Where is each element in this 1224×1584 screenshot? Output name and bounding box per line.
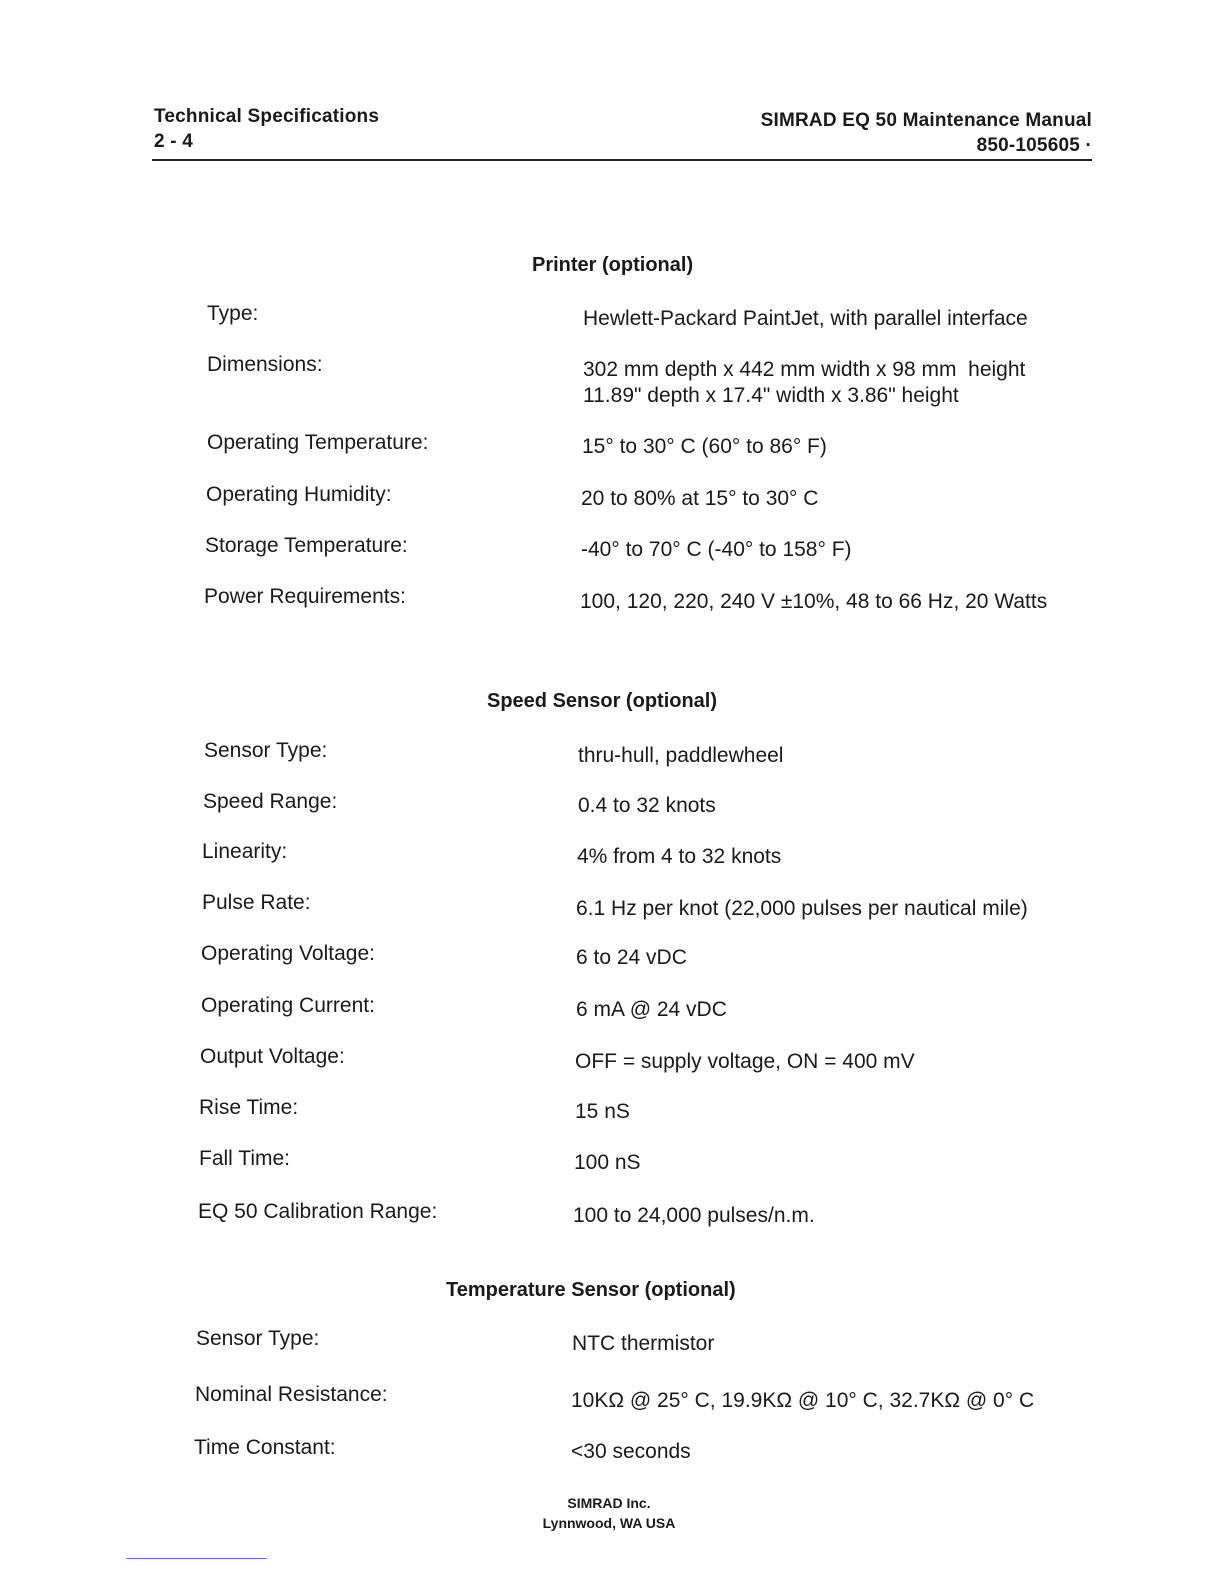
spec-label: Operating Humidity: bbox=[206, 483, 392, 506]
spec-label: Linearity: bbox=[202, 840, 288, 863]
spec-label: Type: bbox=[207, 302, 259, 325]
speed-sensor-heading: Speed Sensor (optional) bbox=[487, 690, 718, 712]
spec-value: 0.4 to 32 knots bbox=[578, 794, 716, 817]
spec-label: Operating Current: bbox=[201, 994, 375, 1017]
spec-value: 15 nS bbox=[575, 1100, 630, 1123]
spec-value: NTC thermistor bbox=[572, 1332, 715, 1355]
page-number: 2 - 4 bbox=[154, 131, 194, 152]
spec-value: -40° to 70° C (-40° to 158° F) bbox=[581, 538, 852, 561]
spec-value: 6.1 Hz per knot (22,000 pulses per nautical mile) bbox=[576, 897, 1028, 920]
spec-label: Sensor Type: bbox=[196, 1327, 320, 1350]
spec-label: Operating Temperature: bbox=[207, 431, 429, 454]
document-number: 850-105605 · bbox=[976, 135, 1092, 156]
scan-artifact-line bbox=[126, 1558, 267, 1559]
footer-location: Lynnwood, WA USA bbox=[542, 1515, 676, 1531]
spec-value: 20 to 80% at 15° to 30° C bbox=[581, 487, 819, 510]
header-divider bbox=[152, 159, 1092, 161]
spec-label: Dimensions: bbox=[207, 353, 323, 376]
footer-company: SIMRAD Inc. bbox=[567, 1495, 651, 1511]
spec-label: Sensor Type: bbox=[204, 739, 328, 762]
spec-value: 100 to 24,000 pulses/n.m. bbox=[573, 1204, 815, 1227]
spec-label: Operating Voltage: bbox=[201, 942, 375, 965]
spec-label: Pulse Rate: bbox=[202, 891, 311, 914]
spec-label: EQ 50 Calibration Range: bbox=[198, 1200, 438, 1223]
spec-value: 6 mA @ 24 vDC bbox=[576, 998, 727, 1021]
spec-value: 6 to 24 vDC bbox=[576, 946, 687, 969]
spec-value-secondary: 11.89" depth x 17.4" width x 3.86" height bbox=[583, 384, 959, 407]
manual-title: SIMRAD EQ 50 Maintenance Manual bbox=[760, 110, 1092, 131]
spec-value: thru-hull, paddlewheel bbox=[578, 744, 784, 767]
spec-value: 4% from 4 to 32 knots bbox=[577, 845, 782, 868]
spec-value: 10KΩ @ 25° C, 19.9KΩ @ 10° C, 32.7KΩ @ 0° C bbox=[571, 1389, 1035, 1412]
spec-value: 15° to 30° C (60° to 86° F) bbox=[582, 435, 827, 458]
spec-label: Power Requirements: bbox=[204, 585, 406, 608]
spec-label: Output Voltage: bbox=[200, 1045, 345, 1068]
spec-label: Fall Time: bbox=[199, 1147, 291, 1170]
spec-label: Storage Temperature: bbox=[205, 534, 408, 557]
spec-value: <30 seconds bbox=[571, 1440, 691, 1463]
spec-label: Speed Range: bbox=[203, 790, 338, 813]
spec-value: 100, 120, 220, 240 V ±10%, 48 to 66 Hz, 20 Watts bbox=[580, 590, 1048, 613]
spec-label: Time Constant: bbox=[194, 1436, 336, 1459]
spec-value: OFF = supply voltage, ON = 400 mV bbox=[575, 1050, 915, 1073]
spec-label: Rise Time: bbox=[199, 1096, 299, 1119]
printer-heading: Printer (optional) bbox=[532, 254, 694, 276]
spec-value: 302 mm depth x 442 mm width x 98 mm height bbox=[583, 358, 1026, 381]
section-title: Technical Specifications bbox=[154, 106, 380, 127]
spec-value: Hewlett-Packard PaintJet, with parallel interface bbox=[583, 307, 1028, 330]
spec-value: 100 nS bbox=[574, 1151, 641, 1174]
temperature-sensor-heading: Temperature Sensor (optional) bbox=[446, 1279, 736, 1301]
spec-label: Nominal Resistance: bbox=[195, 1383, 388, 1406]
